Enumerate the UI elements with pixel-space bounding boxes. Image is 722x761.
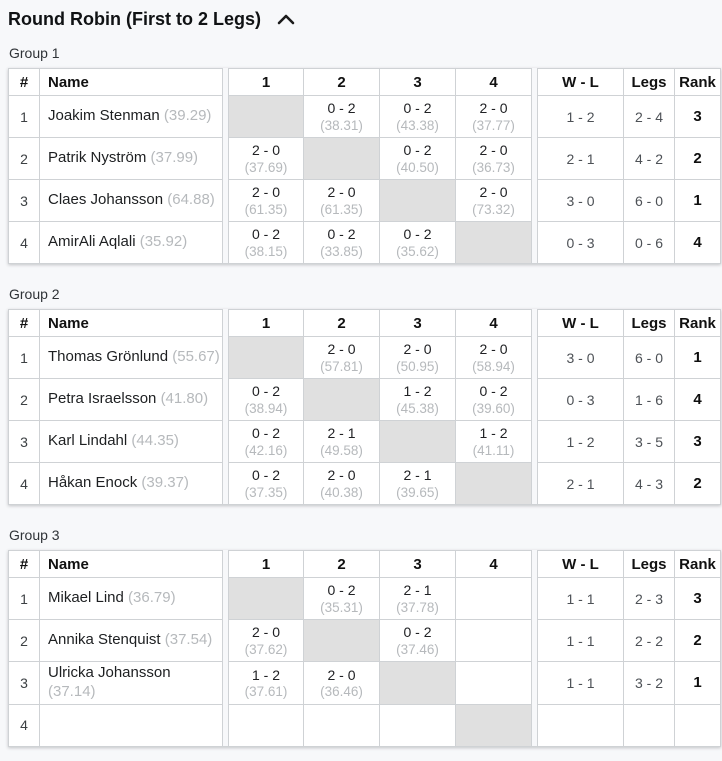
results-table	[8, 309, 721, 505]
player-name: Mikael Lind	[48, 589, 124, 607]
match-cell	[456, 379, 532, 421]
column-header-name: Name	[40, 309, 223, 337]
player-row	[8, 379, 721, 421]
match-score: 0 - 2	[327, 100, 356, 117]
player-row	[8, 578, 721, 620]
group-section	[8, 45, 722, 264]
match-cell	[456, 180, 532, 222]
player-number-cell: 1	[8, 337, 40, 379]
match-score: 2 - 0	[403, 341, 432, 358]
column-header-legs: Legs	[624, 550, 675, 578]
match-average: (37.46)	[396, 641, 439, 657]
groups	[8, 45, 722, 747]
match-score: 2 - 0	[251, 142, 280, 159]
self-match-cell	[380, 421, 456, 463]
win-loss-cell: 0 - 3	[537, 379, 624, 421]
match-score: 0 - 2	[251, 383, 280, 400]
match-score: 2 - 0	[479, 142, 508, 159]
rank-cell: 2	[675, 620, 721, 662]
rank-cell: 4	[675, 222, 721, 264]
match-average: (40.38)	[320, 484, 363, 500]
match-cell	[228, 662, 304, 705]
match-score: 0 - 2	[403, 100, 432, 117]
self-match-cell	[228, 578, 304, 620]
match-score: 0 - 2	[327, 582, 356, 599]
player-name-cell	[40, 421, 223, 463]
match-average: (37.77)	[472, 117, 515, 133]
header-row	[8, 68, 721, 96]
match-score: 0 - 2	[403, 226, 432, 243]
player-number-cell: 1	[8, 96, 40, 138]
win-loss-cell: 3 - 0	[537, 337, 624, 379]
column-header-opponent-1: 1	[228, 550, 304, 578]
self-match-cell	[380, 662, 456, 705]
match-score: 2 - 1	[403, 582, 432, 599]
page-title: Round Robin (First to 2 Legs)	[8, 9, 261, 29]
legs-cell: 3 - 2	[624, 662, 675, 705]
match-cell	[380, 379, 456, 421]
match-average: (39.65)	[396, 484, 439, 500]
player-name: Karl Lindahl	[48, 432, 128, 450]
match-cell-empty	[456, 620, 532, 662]
header-row	[8, 550, 721, 578]
column-header-opponent-1: 1	[228, 309, 304, 337]
legs-cell: 3 - 5	[624, 421, 675, 463]
player-name: Claes Johansson	[48, 191, 164, 209]
self-match-cell	[228, 337, 304, 379]
match-average: (43.38)	[396, 117, 439, 133]
column-header-opponent-3: 3	[380, 550, 456, 578]
group-label: Group 2	[9, 286, 60, 302]
win-loss-cell: 1 - 1	[537, 578, 624, 620]
player-rating: (35.92)	[139, 233, 188, 251]
match-score: 2 - 0	[251, 184, 280, 201]
column-header-opponent-2: 2	[304, 550, 380, 578]
match-average: (40.50)	[396, 159, 439, 175]
player-number-cell: 3	[8, 180, 40, 222]
match-average: (37.78)	[396, 599, 439, 615]
match-average: (57.81)	[320, 358, 363, 374]
header-row	[8, 309, 721, 337]
match-score: 2 - 0	[479, 341, 508, 358]
player-name-cell	[40, 379, 223, 421]
legs-cell: 6 - 0	[624, 180, 675, 222]
win-loss-cell: 1 - 2	[537, 421, 624, 463]
rank-cell: 2	[675, 138, 721, 180]
player-name: AmirAli Aqlali	[48, 233, 136, 251]
rank-cell: 3	[675, 421, 721, 463]
match-cell	[228, 138, 304, 180]
win-loss-cell: 2 - 1	[537, 463, 624, 505]
rank-cell: 3	[675, 96, 721, 138]
player-number-cell: 2	[8, 620, 40, 662]
self-match-cell	[456, 705, 532, 747]
match-average: (38.94)	[244, 400, 288, 416]
player-number-cell: 3	[8, 662, 40, 705]
self-match-cell	[380, 180, 456, 222]
match-average: (58.94)	[472, 358, 515, 374]
match-score: 0 - 2	[403, 142, 432, 159]
match-score: 1 - 2	[403, 383, 432, 400]
column-header-win-loss: W - L	[537, 309, 624, 337]
win-loss-cell: 1 - 1	[537, 620, 624, 662]
player-name-cell	[40, 180, 223, 222]
column-header-opponent-2: 2	[304, 309, 380, 337]
match-average: (45.38)	[396, 400, 439, 416]
match-cell	[228, 180, 304, 222]
player-row	[8, 705, 721, 747]
match-score: 0 - 2	[251, 226, 280, 243]
group-section	[8, 527, 722, 747]
match-cell	[380, 96, 456, 138]
group-label: Group 3	[9, 527, 60, 543]
legs-cell: 2 - 2	[624, 620, 675, 662]
match-score: 2 - 1	[403, 467, 432, 484]
column-header-win-loss: W - L	[537, 68, 624, 96]
match-cell	[304, 180, 380, 222]
legs-cell: 2 - 4	[624, 96, 675, 138]
match-cell	[304, 662, 380, 705]
match-average: (37.35)	[244, 484, 288, 500]
player-rating: (37.99)	[150, 149, 199, 167]
column-header-number: #	[8, 550, 40, 578]
match-cell	[304, 96, 380, 138]
column-header-win-loss: W - L	[537, 550, 624, 578]
match-average: (39.60)	[472, 400, 515, 416]
section-header	[8, 9, 722, 30]
match-cell	[228, 421, 304, 463]
self-match-cell	[304, 379, 380, 421]
match-cell	[228, 222, 304, 264]
player-name: Patrik Nyström	[48, 149, 147, 167]
player-rating: (39.29)	[163, 107, 212, 125]
rank-cell: 1	[675, 662, 721, 705]
match-average: (73.32)	[472, 201, 515, 217]
match-score: 1 - 2	[251, 666, 280, 683]
player-name: Ulricka Johansson	[48, 664, 171, 681]
column-header-number: #	[8, 68, 40, 96]
self-match-cell	[456, 463, 532, 505]
match-average: (37.62)	[244, 641, 288, 657]
match-cell	[456, 138, 532, 180]
match-cell	[228, 463, 304, 505]
match-average: (38.31)	[320, 117, 363, 133]
win-loss-cell	[537, 705, 624, 747]
win-loss-cell: 3 - 0	[537, 180, 624, 222]
match-cell	[304, 463, 380, 505]
match-average: (36.46)	[320, 683, 363, 699]
group-section	[8, 286, 722, 505]
column-header-opponent-1: 1	[228, 68, 304, 96]
player-row	[8, 421, 721, 463]
player-row	[8, 222, 721, 264]
legs-cell: 4 - 3	[624, 463, 675, 505]
player-name-cell	[40, 578, 223, 620]
player-rating: (64.88)	[167, 191, 215, 209]
match-score: 0 - 2	[479, 383, 508, 400]
match-cell	[380, 620, 456, 662]
player-name-cell	[40, 96, 223, 138]
legs-cell: 0 - 6	[624, 222, 675, 264]
win-loss-cell: 0 - 3	[537, 222, 624, 264]
match-average: (50.95)	[396, 358, 439, 374]
player-name-cell	[40, 662, 223, 705]
self-match-cell	[228, 96, 304, 138]
win-loss-cell: 2 - 1	[537, 138, 624, 180]
rank-cell: 4	[675, 379, 721, 421]
win-loss-cell: 1 - 2	[537, 96, 624, 138]
column-header-number: #	[8, 309, 40, 337]
player-row	[8, 96, 721, 138]
column-header-rank: Rank	[675, 309, 721, 337]
match-score: 1 - 2	[479, 425, 508, 442]
match-score: 2 - 0	[327, 184, 356, 201]
player-name: Håkan Enock	[48, 474, 138, 492]
legs-cell: 1 - 6	[624, 379, 675, 421]
match-score: 0 - 2	[327, 226, 356, 243]
match-cell-empty	[456, 578, 532, 620]
legs-cell: 6 - 0	[624, 337, 675, 379]
match-score: 2 - 1	[327, 425, 356, 442]
match-score: 2 - 0	[479, 100, 508, 117]
match-average: (36.73)	[472, 159, 515, 175]
player-rating: (41.80)	[160, 390, 209, 408]
player-rating: (39.37)	[141, 474, 189, 492]
match-cell-empty	[304, 705, 380, 747]
player-name: Joakim Stenman	[48, 107, 160, 125]
player-rating: (36.79)	[128, 589, 176, 607]
player-number-cell: 4	[8, 705, 40, 747]
match-cell	[380, 222, 456, 264]
player-row	[8, 337, 721, 379]
column-header-rank: Rank	[675, 550, 721, 578]
match-average: (61.35)	[320, 201, 363, 217]
legs-cell	[624, 705, 675, 747]
column-header-opponent-4: 4	[456, 68, 532, 96]
match-cell-empty	[380, 705, 456, 747]
column-header-opponent-4: 4	[456, 309, 532, 337]
player-name-cell	[40, 463, 223, 505]
match-score: 0 - 2	[403, 624, 432, 641]
match-cell	[380, 463, 456, 505]
match-cell	[456, 337, 532, 379]
match-cell	[304, 578, 380, 620]
match-cell	[228, 379, 304, 421]
match-average: (33.85)	[320, 243, 363, 259]
player-name-cell	[40, 705, 223, 747]
rank-cell: 1	[675, 337, 721, 379]
player-row	[8, 463, 721, 505]
collapse-section-button[interactable]	[273, 12, 299, 27]
results-table	[8, 550, 721, 747]
self-match-cell	[304, 620, 380, 662]
column-header-legs: Legs	[624, 68, 675, 96]
player-name-cell	[40, 337, 223, 379]
player-row	[8, 620, 721, 662]
rank-cell: 1	[675, 180, 721, 222]
player-rating: (37.14)	[48, 682, 96, 700]
match-average: (35.31)	[320, 599, 363, 615]
player-number-cell: 4	[8, 463, 40, 505]
match-average: (38.15)	[244, 243, 288, 259]
legs-cell: 4 - 2	[624, 138, 675, 180]
match-cell	[380, 138, 456, 180]
match-cell	[456, 96, 532, 138]
player-number-cell: 2	[8, 379, 40, 421]
column-header-name: Name	[40, 68, 223, 96]
chevron-up-icon	[277, 14, 295, 25]
column-header-opponent-3: 3	[380, 68, 456, 96]
rank-cell	[675, 705, 721, 747]
player-row	[8, 180, 721, 222]
player-name: Thomas Grönlund	[48, 348, 169, 366]
match-cell	[228, 620, 304, 662]
match-cell	[380, 578, 456, 620]
column-header-rank: Rank	[675, 68, 721, 96]
column-header-opponent-2: 2	[304, 68, 380, 96]
column-header-legs: Legs	[624, 309, 675, 337]
match-score: 2 - 0	[327, 666, 356, 683]
match-average: (41.11)	[472, 442, 515, 458]
player-number-cell: 1	[8, 578, 40, 620]
player-number-cell: 3	[8, 421, 40, 463]
match-average: (49.58)	[320, 442, 363, 458]
player-number-cell: 4	[8, 222, 40, 264]
match-score: 0 - 2	[251, 425, 280, 442]
player-name-cell	[40, 222, 223, 264]
match-score: 2 - 0	[251, 624, 280, 641]
player-row	[8, 662, 721, 705]
match-cell	[304, 421, 380, 463]
self-match-cell	[304, 138, 380, 180]
match-cell-empty	[456, 662, 532, 705]
column-header-name: Name	[40, 550, 223, 578]
player-rating: (44.35)	[131, 432, 179, 450]
match-score: 2 - 0	[327, 467, 356, 484]
player-rating: (37.54)	[164, 631, 213, 649]
match-cell	[304, 222, 380, 264]
match-cell	[304, 337, 380, 379]
match-average: (35.62)	[396, 243, 439, 259]
player-name-cell	[40, 138, 223, 180]
player-name: Petra Israelsson	[48, 390, 157, 408]
group-label: Group 1	[9, 45, 60, 61]
match-cell	[456, 421, 532, 463]
match-average: (42.16)	[244, 442, 288, 458]
rank-cell: 2	[675, 463, 721, 505]
match-cell-empty	[228, 705, 304, 747]
match-score: 2 - 0	[479, 184, 508, 201]
match-score: 2 - 0	[327, 341, 356, 358]
match-average: (37.61)	[244, 683, 288, 699]
column-header-opponent-4: 4	[456, 550, 532, 578]
match-score: 0 - 2	[251, 467, 280, 484]
player-rating: (55.67)	[172, 348, 220, 366]
player-name-cell	[40, 620, 223, 662]
self-match-cell	[456, 222, 532, 264]
match-cell	[380, 337, 456, 379]
legs-cell: 2 - 3	[624, 578, 675, 620]
win-loss-cell: 1 - 1	[537, 662, 624, 705]
player-number-cell: 2	[8, 138, 40, 180]
match-average: (61.35)	[244, 201, 288, 217]
results-table	[8, 68, 721, 264]
player-name: Annika Stenquist	[48, 631, 161, 649]
player-row	[8, 138, 721, 180]
rank-cell: 3	[675, 578, 721, 620]
column-header-opponent-3: 3	[380, 309, 456, 337]
match-average: (37.69)	[244, 159, 288, 175]
